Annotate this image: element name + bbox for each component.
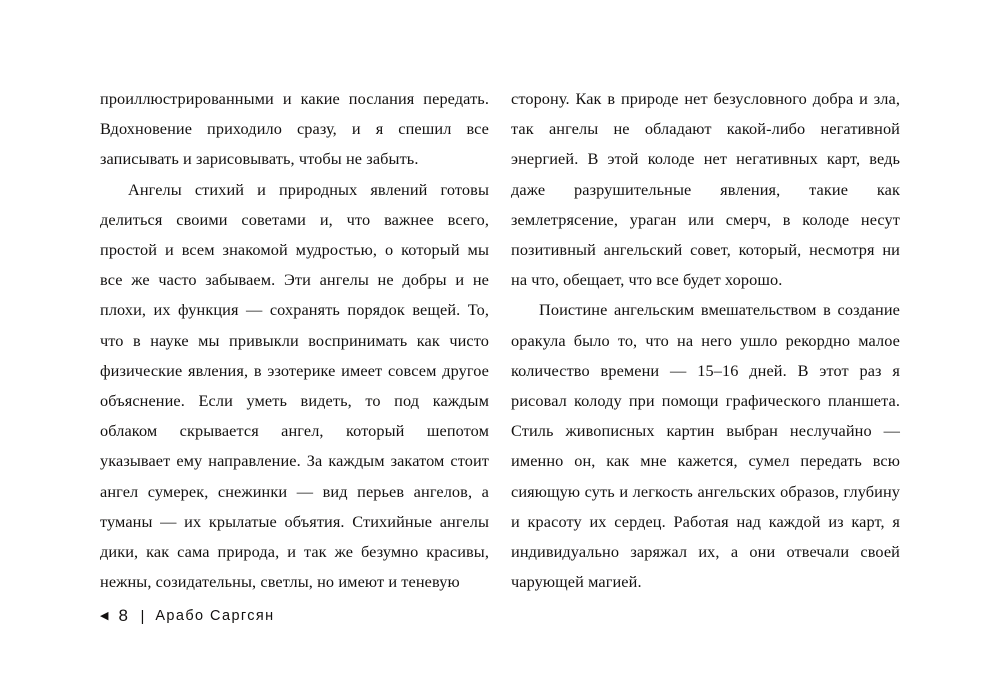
right-column bbox=[511, 84, 900, 597]
left-column bbox=[100, 84, 489, 597]
previous-page-arrow-icon[interactable]: ◀ bbox=[100, 609, 109, 622]
author-name: Арабо Саргсян bbox=[155, 608, 275, 624]
paragraph: сторону. Как в природе нет безусловного добра и зла, так ангелы не обладают какой-либо негативной энергией. В этой колоде нет негативных карт, ведь даже разрушительные явления, такие как землетрясение, ураган или смерч, в колоде несут позитивный ангельский совет, который, несмотря ни на что, обещает, что все будет хорошо. bbox=[511, 89, 900, 290]
page-number: 8 bbox=[118, 606, 129, 625]
paragraph: Поистине ангельским вмешательством в создание оракула было то, что на него ушло рекордно малое количество времени — 15–16 дней. В этот раз я рисовал колоду при помощи графического планшета. Стиль живописных картин выбран неслучайно — именно он, как мне кажется, сумел передать всю сияющую суть и легкость ангельских образов, глубину и красоту их сердец. Работая над каждой из карт, я индивидуально заряжал их, а они отвечали своей чарующей магией. bbox=[511, 300, 900, 592]
paragraph: Ангелы стихий и природных явлений готовы делиться своими советами и, что важнее всего, простой и всем знакомой мудростью, о который мы все же часто забываем. Эти ангелы не добры и не плохи, их функция — сохранять порядок вещей. То, что в науке мы привыкли воспринимать как чисто физические явления, в эзотерике имеет совсем другое объяснение. Если уметь видеть, то под каждым облаком скрывается ангел, который шепотом указывает ему направление. За каждым закатом стоит ангел сумерек, снежинки — вид перьев ангелов, а туманы — их крылатые объятия. Стихийные ангелы дики, как сама природа, и так же безумно красивы, нежны, созидательны, светлы, но имеют и теневую bbox=[100, 179, 489, 592]
paragraph: проиллюстрированными и какие послания передать. Вдохновение приходило сразу, и я спешил все записывать и зарисовывать, чтобы не забыть. bbox=[100, 89, 489, 169]
page-body bbox=[100, 84, 900, 597]
footer-separator: | bbox=[140, 607, 145, 625]
page-footer bbox=[100, 606, 275, 626]
